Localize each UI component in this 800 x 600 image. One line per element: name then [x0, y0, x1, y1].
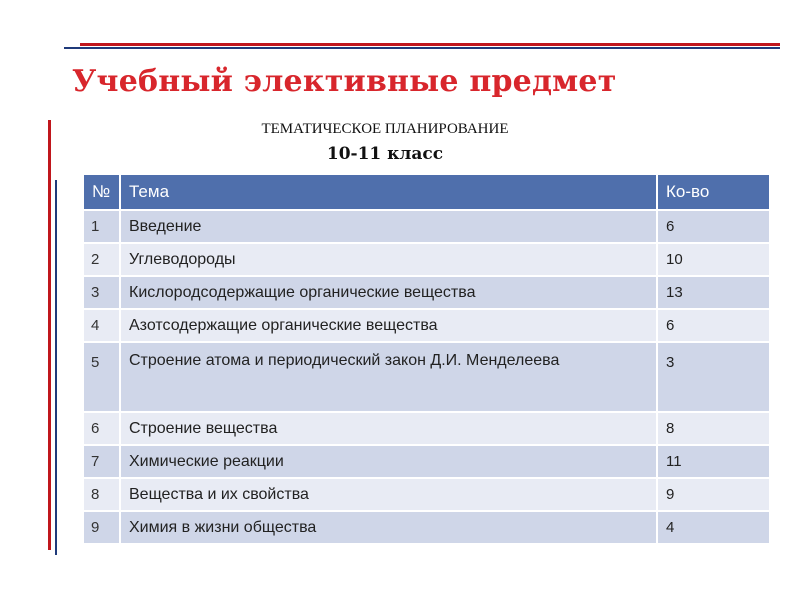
planning-table: [82, 173, 771, 545]
row-topic: Углеводороды: [120, 243, 657, 276]
row-number: 2: [83, 243, 120, 276]
row-topic: Введение: [120, 210, 657, 243]
row-topic: Кислородсодержащие органические вещества: [120, 276, 657, 309]
row-count: 13: [657, 276, 770, 309]
header-number: №: [83, 174, 120, 210]
table-row: [83, 478, 770, 511]
table-row: [83, 276, 770, 309]
row-number: 9: [83, 511, 120, 544]
row-count: 9: [657, 478, 770, 511]
table-row: [83, 210, 770, 243]
row-topic: Химия в жизни общества: [120, 511, 657, 544]
left-blue-rule: [55, 180, 57, 555]
header-topic: Тема: [120, 174, 657, 210]
top-red-rule: [80, 43, 780, 46]
row-topic: Химические реакции: [120, 445, 657, 478]
row-number: 5: [83, 342, 120, 412]
row-count: 6: [657, 210, 770, 243]
table-row: [83, 309, 770, 342]
row-count: 11: [657, 445, 770, 478]
slide-title: Учебный элективные предмет: [72, 64, 617, 99]
row-number: 7: [83, 445, 120, 478]
table-row: [83, 445, 770, 478]
row-number: 6: [83, 412, 120, 445]
table-row: [83, 342, 770, 412]
row-number: 1: [83, 210, 120, 243]
row-number: 8: [83, 478, 120, 511]
row-count: 4: [657, 511, 770, 544]
slide-subtitle: ТЕМАТИЧЕСКОЕ ПЛАНИРОВАНИЕ: [261, 121, 509, 137]
row-count: 3: [657, 342, 770, 412]
row-count: 6: [657, 309, 770, 342]
left-red-rule: [48, 120, 51, 550]
table-row: [83, 412, 770, 445]
row-count: 10: [657, 243, 770, 276]
table-row: [83, 511, 770, 544]
row-topic: Вещества и их свойства: [120, 478, 657, 511]
row-count: 8: [657, 412, 770, 445]
table-row: [83, 243, 770, 276]
table-header-row: [83, 174, 770, 210]
row-number: 4: [83, 309, 120, 342]
top-blue-rule: [64, 47, 780, 49]
header-count: Ко-во: [657, 174, 770, 210]
row-topic: Строение атома и периодический закон Д.И. Менделеева: [120, 342, 657, 412]
row-topic: Строение вещества: [120, 412, 657, 445]
row-number: 3: [83, 276, 120, 309]
row-topic: Азотсодержащие органические вещества: [120, 309, 657, 342]
grade-label: 10-11 класс: [326, 144, 444, 164]
